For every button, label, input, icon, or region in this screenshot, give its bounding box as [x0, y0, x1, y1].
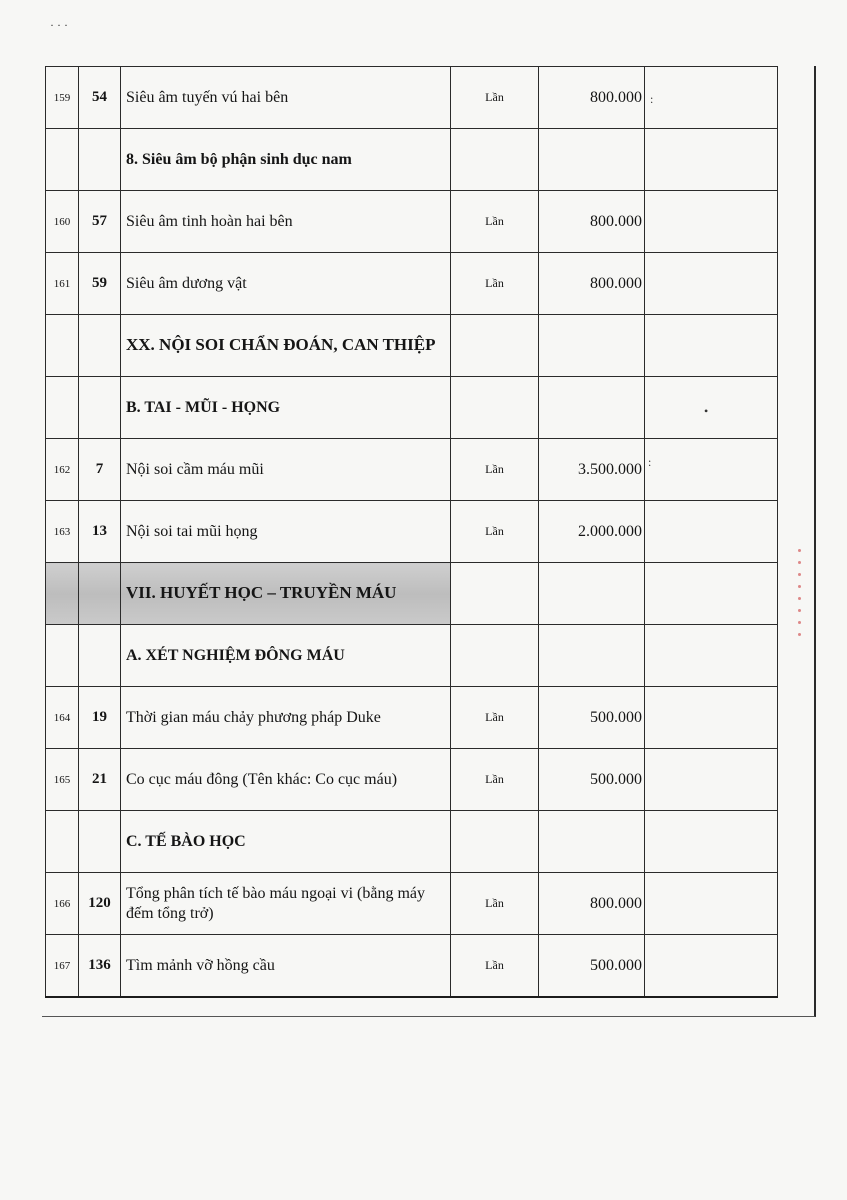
unit: Lần [451, 687, 539, 749]
unit: Lần [451, 935, 539, 998]
service-name: Nội soi cầm máu mũi [121, 439, 451, 501]
note [645, 129, 778, 191]
service-name: Thời gian máu chảy phương pháp Duke [121, 687, 451, 749]
price [539, 377, 645, 439]
row-index: 160 [46, 191, 79, 253]
row-index [46, 625, 79, 687]
price: 800.000 [539, 67, 645, 129]
service-code [79, 377, 121, 439]
table-row [46, 935, 778, 998]
table-row [46, 67, 778, 129]
service-name: Siêu âm tinh hoàn hai bên [121, 191, 451, 253]
service-code: 57 [79, 191, 121, 253]
row-index: 167 [46, 935, 79, 998]
price [539, 563, 645, 625]
table-row [46, 687, 778, 749]
price: 800.000 [539, 873, 645, 935]
service-code [79, 625, 121, 687]
unit [451, 129, 539, 191]
row-index [46, 563, 79, 625]
unit: Lần [451, 749, 539, 811]
unit [451, 625, 539, 687]
price [539, 625, 645, 687]
note [645, 377, 778, 439]
note [645, 253, 778, 315]
section-heading: XX. NỘI SOI CHẨN ĐOÁN, CAN THIỆP [121, 315, 451, 377]
service-name: Tìm mảnh vỡ hồng cầu [121, 935, 451, 998]
note [645, 749, 778, 811]
note [645, 67, 778, 129]
row-index: 161 [46, 253, 79, 315]
note [645, 811, 778, 873]
note [645, 501, 778, 563]
note [645, 873, 778, 935]
service-code [79, 563, 121, 625]
table-row [46, 873, 778, 935]
section-row [46, 377, 778, 439]
note [645, 563, 778, 625]
note [645, 935, 778, 998]
note [645, 315, 778, 377]
section-heading: A. XÉT NGHIỆM ĐÔNG MÁU [121, 625, 451, 687]
note [645, 439, 778, 501]
service-code [79, 129, 121, 191]
note [645, 191, 778, 253]
unit [451, 377, 539, 439]
unit: Lần [451, 501, 539, 563]
service-name: Nội soi tai mũi họng [121, 501, 451, 563]
note [645, 625, 778, 687]
table-row [46, 253, 778, 315]
service-code: 59 [79, 253, 121, 315]
price [539, 811, 645, 873]
table-row [46, 439, 778, 501]
service-code [79, 811, 121, 873]
service-code: 54 [79, 67, 121, 129]
price: 800.000 [539, 253, 645, 315]
section-row [46, 625, 778, 687]
scan-speck: • [704, 404, 709, 418]
service-code: 19 [79, 687, 121, 749]
service-name: Siêu âm dương vật [121, 253, 451, 315]
row-index: 165 [46, 749, 79, 811]
service-name: Co cục máu đông (Tên khác: Co cục máu) [121, 749, 451, 811]
section-heading: 8. Siêu âm bộ phận sinh dục nam [121, 129, 451, 191]
unit: Lần [451, 439, 539, 501]
price [539, 315, 645, 377]
row-index: 163 [46, 501, 79, 563]
row-index: 159 [46, 67, 79, 129]
row-index [46, 377, 79, 439]
service-name: Siêu âm tuyến vú hai bên [121, 67, 451, 129]
price: 500.000 [539, 687, 645, 749]
table-row [46, 749, 778, 811]
row-index [46, 129, 79, 191]
price [539, 129, 645, 191]
note [645, 687, 778, 749]
price: 3.500.000 [539, 439, 645, 501]
row-index: 166 [46, 873, 79, 935]
table-row [46, 501, 778, 563]
row-index [46, 315, 79, 377]
service-name: Tổng phân tích tế bào máu ngoại vi (bằng máy đếm tổng trở) [121, 873, 451, 935]
row-index: 164 [46, 687, 79, 749]
unit [451, 563, 539, 625]
price: 2.000.000 [539, 501, 645, 563]
service-code [79, 315, 121, 377]
section-heading: VII. HUYẾT HỌC – TRUYỀN MÁU [121, 563, 451, 625]
table-row [46, 191, 778, 253]
unit: Lần [451, 253, 539, 315]
unit: Lần [451, 873, 539, 935]
price: 800.000 [539, 191, 645, 253]
price: 500.000 [539, 935, 645, 998]
unit: Lần [451, 191, 539, 253]
scan-speck: : [648, 455, 652, 469]
price-list-page [42, 66, 816, 1017]
section-row [46, 811, 778, 873]
price: 500.000 [539, 749, 645, 811]
service-code: 21 [79, 749, 121, 811]
unit: Lần [451, 67, 539, 129]
section-heading: C. TẾ BÀO HỌC [121, 811, 451, 873]
scan-speck: : [650, 92, 654, 106]
row-index: 162 [46, 439, 79, 501]
service-code: 120 [79, 873, 121, 935]
unit [451, 811, 539, 873]
service-code: 13 [79, 501, 121, 563]
section-row-shaded [46, 563, 778, 625]
section-row [46, 315, 778, 377]
row-index [46, 811, 79, 873]
section-row [46, 129, 778, 191]
service-code: 7 [79, 439, 121, 501]
scan-speck: · · · [50, 18, 68, 32]
service-code: 136 [79, 935, 121, 998]
unit [451, 315, 539, 377]
section-heading: B. TAI - MŨI - HỌNG [121, 377, 451, 439]
price-table [45, 66, 778, 998]
